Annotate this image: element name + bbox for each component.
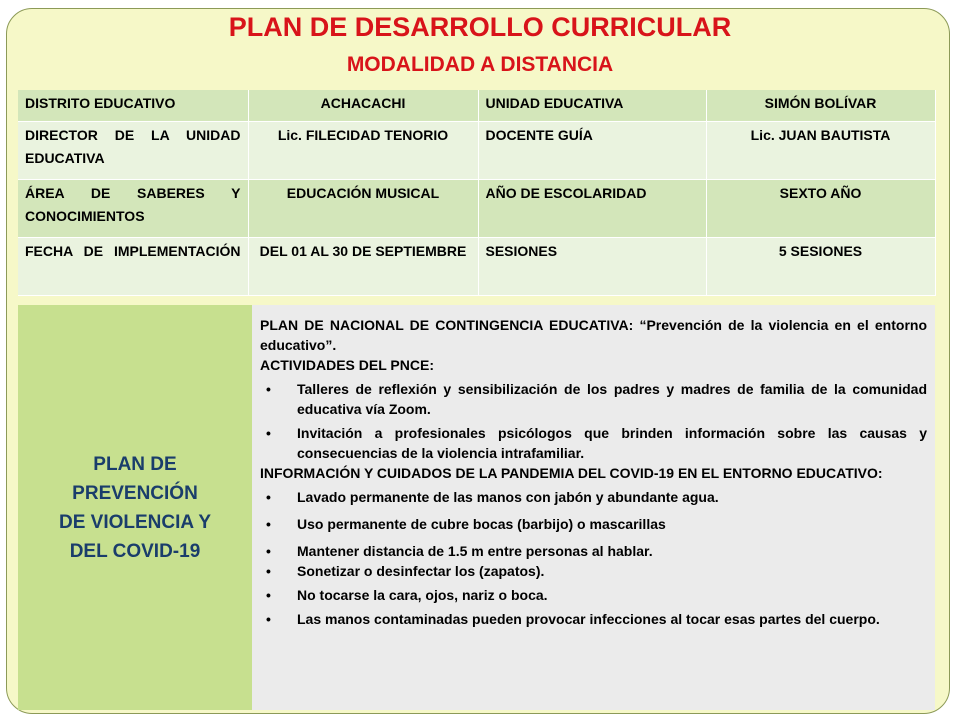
table-cell-label: DOCENTE GUÍA xyxy=(478,121,706,179)
list-item-text: Invitación a profesionales psicólogos que brinden información sobre las causas y consecuencias de la violencia intrafamiliar. xyxy=(297,425,927,461)
bullet-icon: • xyxy=(266,381,271,397)
list-item xyxy=(260,561,927,581)
table-row xyxy=(18,90,935,121)
plan-title-line: DE VIOLENCIA Y xyxy=(58,511,212,533)
plan-content-box xyxy=(252,305,935,710)
plan-title-box xyxy=(18,305,252,710)
bullet-icon: • xyxy=(266,425,271,441)
bullet-icon: • xyxy=(266,543,271,559)
table-cell-value: 5 SESIONES xyxy=(706,237,935,295)
table-cell-label: UNIDAD EDUCATIVA xyxy=(478,90,706,121)
covid-list xyxy=(260,487,927,629)
table-row xyxy=(18,179,935,237)
list-item xyxy=(260,514,927,534)
info-table xyxy=(18,90,936,296)
table-cell-value: SIMÓN BOLÍVAR xyxy=(706,90,935,121)
table-cell-value: SEXTO AÑO xyxy=(706,179,935,237)
list-item xyxy=(260,541,927,561)
table-cell-label: ÁREA DE SABERES Y CONOCIMIENTOS xyxy=(18,179,248,237)
activities-list xyxy=(260,379,927,463)
list-item-text: Mantener distancia de 1.5 m entre personas al hablar. xyxy=(297,543,653,559)
plan-title-line: PLAN DE xyxy=(93,453,177,475)
list-item xyxy=(260,585,927,605)
list-item-text: Sonetizar o desinfectar los (zapatos). xyxy=(297,563,545,579)
plan-title-line: PREVENCIÓN xyxy=(72,482,198,504)
plan-title xyxy=(59,450,211,566)
table-cell-label: SESIONES xyxy=(478,237,706,295)
list-item-text: Lavado permanente de las manos con jabón y abundante agua. xyxy=(297,489,719,505)
table-cell-label: AÑO DE ESCOLARIDAD xyxy=(478,179,706,237)
list-item-text: Talleres de reflexión y sensibilización de los padres y madres de familia de la comunidad educativa vía Zoom. xyxy=(297,381,927,417)
table-cell-value: EDUCACIÓN MUSICAL xyxy=(248,179,478,237)
list-item xyxy=(260,423,927,463)
bullet-icon: • xyxy=(266,611,271,627)
table-cell-value: Lic. FILECIDAD TENORIO xyxy=(248,121,478,179)
table-cell-label: FECHA DE IMPLEMENTACIÓN xyxy=(18,237,248,295)
table-cell-label: DIRECTOR DE LA UNIDAD EDUCATIVA xyxy=(18,121,248,179)
table-row xyxy=(18,121,935,179)
bullet-icon: • xyxy=(266,489,271,505)
list-item xyxy=(260,487,927,507)
page-title: PLAN DE DESARROLLO CURRICULAR xyxy=(228,12,732,42)
covid-heading: INFORMACIÓN Y CUIDADOS DE LA PANDEMIA DEL COVID-19 EN EL ENTORNO EDUCATIVO: xyxy=(260,465,883,481)
list-item-text: Uso permanente de cubre bocas (barbijo) o mascarillas xyxy=(297,516,666,532)
table-cell-label: DISTRITO EDUCATIVO xyxy=(18,90,248,121)
bullet-icon: • xyxy=(266,587,271,603)
list-item xyxy=(260,609,927,629)
table-row xyxy=(18,237,935,295)
table-cell-value: ACHACACHI xyxy=(248,90,478,121)
bullet-icon: • xyxy=(266,516,271,532)
table-cell-value: DEL 01 AL 30 DE SEPTIEMBRE xyxy=(248,237,478,295)
plan-title-line: DEL COVID-19 xyxy=(69,540,201,562)
activities-heading: ACTIVIDADES DEL PNCE: xyxy=(260,357,434,373)
bullet-icon: • xyxy=(266,563,271,579)
list-item-text: No tocarse la cara, ojos, nariz o boca. xyxy=(297,587,548,603)
list-item xyxy=(260,379,927,419)
list-item-text: Las manos contaminadas pueden provocar infecciones al tocar esas partes del cuerpo. xyxy=(297,611,880,627)
page-subtitle: MODALIDAD A DISTANCIA xyxy=(346,53,614,76)
table-cell-value: Lic. JUAN BAUTISTA xyxy=(706,121,935,179)
pnce-heading: PLAN DE NACIONAL DE CONTINGENCIA EDUCATIVA: “Prevención de la violencia en el entorno educativo”. xyxy=(260,317,927,353)
